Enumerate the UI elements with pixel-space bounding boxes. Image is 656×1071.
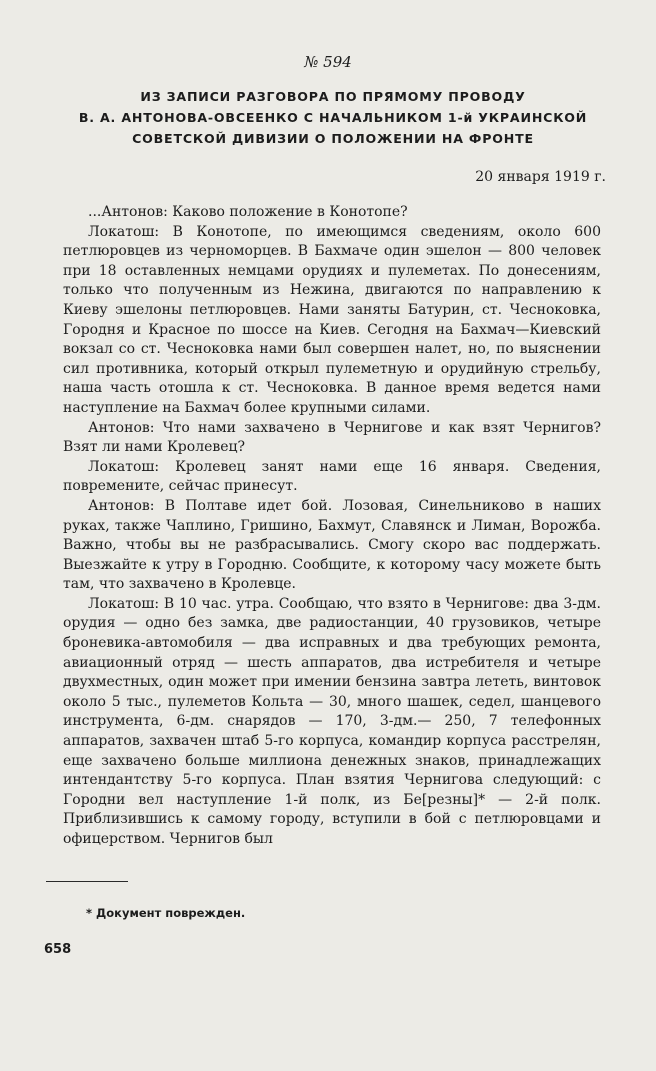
title-line: ИЗ ЗАПИСИ РАЗГОВОРА ПО ПРЯМОМУ ПРОВОДУ: [140, 89, 526, 104]
document-date: 20 января 1919 г.: [475, 169, 606, 185]
paragraph: Антонов: В Полтаве идет бой. Лозовая, Синельниково в наших руках, также Чаплино, Гришино, Бахмут, Славянск и Лиман, Ворожба. Важно, чтобы вы не разбрасывались. Смогу скоро вас поддержать. Выезжайте к утру в Городню. Сообщите, к которому часу можете быть там, что захвачено в Кролевце.: [63, 497, 601, 593]
page-number: 658: [44, 942, 72, 957]
footnote: * Документ поврежден.: [86, 906, 246, 920]
paragraph: Локатош: В Конотопе, по имеющимся сведениям, около 600 петлюровцев из черноморцев. В Бахмаче один эшелон — 800 человек при 18 оставленных немцами орудиях и пулеметах. По донесениям, только что полученным из Нежина, двигаются по направлению к Киеву эшелоны петлюровцев. Нами заняты Батурин, ст. Чесноковка, Городня и Красное по шоссе на Киев. Сегодня на Бахмач—Киевский вокзал со ст. Чесноковка нами был совершен налет, но, по выяснении сил противника, который открыл пулеметную и орудийную стрельбу, наша часть отошла к ст. Чесноковка. В данное время ведется нами наступление на Бахмач более крупными силами.: [63, 223, 601, 416]
title-line: СОВЕТСКОЙ ДИВИЗИИ О ПОЛОЖЕНИИ НА ФРОНТЕ: [132, 131, 534, 146]
footnote-divider: [46, 881, 128, 882]
document-title: [70, 86, 596, 149]
paragraph: ...Антонов: Каково положение в Конотопе?: [88, 204, 408, 220]
paragraph: Локатош: В 10 час. утра. Сообщаю, что взято в Чернигове: два 3-дм. орудия — одно без замка, две радиостанции, 40 грузовиков, четыре броневика-автомобиля — два исправных и два требующих ремонта, авиационный отряд — шесть аппаратов, два истребителя и четыре двухместных, один может при имении бензина завтра лететь, винтовок около 5 тыс., пулеметов Кольта — 30, много шашек, седел, шанцевого инструмента, 6-дм. снарядов — 170, 3-дм.— 250, 7 телефонных аппаратов, захвачен штаб 5-го корпуса, командир корпуса расстрелян, еще захвачено больше миллиона денежных знаков, принадлежащих интендантству 5-го корпуса. План взятия Чернигова следующий: с Городни вел наступление 1-й полк, из Бе[резны]* — 2-й полк. Приблизившись к самому городу, вступили в бой с петлюровцами и офицерством. Чернигов был: [63, 595, 601, 847]
document-number: № 594: [304, 53, 352, 71]
document-body: [63, 203, 601, 850]
paragraph: Локатош: Кролевец занят нами еще 16 января. Сведения, повремените, сейчас принесут.: [63, 458, 601, 495]
title-line: В. А. АНТОНОВА-ОВСЕЕНКО С НАЧАЛЬНИКОМ 1-й УКРАИНСКОЙ: [78, 110, 588, 125]
paragraph: Антонов: Что нами захвачено в Чернигове и как взят Чернигов? Взят ли нами Кролевец?: [63, 419, 601, 456]
